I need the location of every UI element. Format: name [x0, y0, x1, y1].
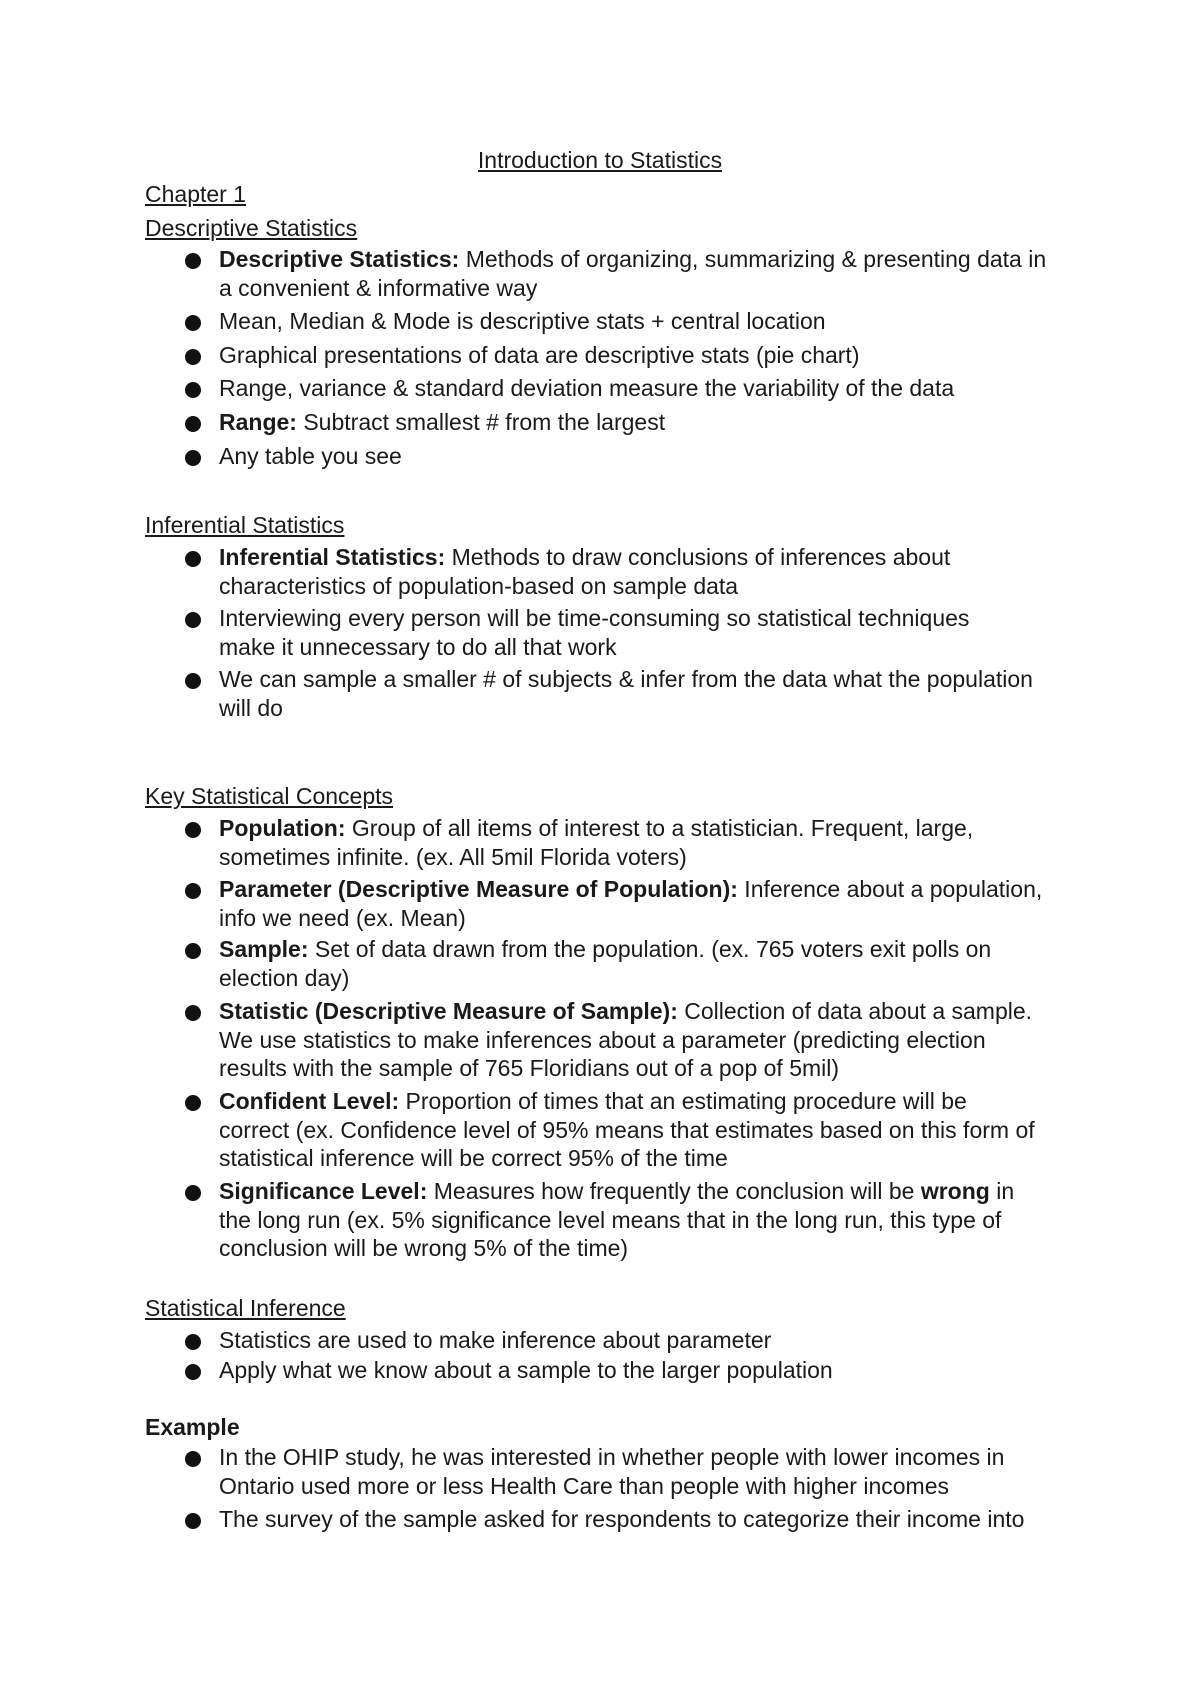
bullet-icon [185, 382, 201, 398]
bullet-icon [185, 883, 201, 899]
list-item: Confident Level: Proportion of times that an estimating procedure will be correct (ex. Confidence level of 95% means that estimates based on this form of statistical inference will be correct 95% of the time [219, 1087, 1099, 1173]
bullet-icon [185, 1095, 201, 1111]
bullet-icon [185, 253, 201, 269]
list-item: Sample: Set of data drawn from the population. (ex. 765 voters exit polls on election day) [219, 935, 1099, 992]
bullet-icon [185, 1334, 201, 1350]
list-item: Statistic (Descriptive Measure of Sample): Collection of data about a sample. We use statistics to make inferences about a parameter (predicting election results with the sample of 765 Floridians out of a pop of 5mil) [219, 997, 1099, 1083]
term: Population: [219, 815, 346, 841]
document-title: Introduction to Statistics [477, 147, 723, 173]
bullet-icon [185, 349, 201, 365]
bullet-icon [185, 416, 201, 432]
bullet-icon [185, 315, 201, 331]
section-heading-concepts: Key Statistical Concepts [145, 783, 394, 809]
list-item: Inferential Statistics: Methods to draw conclusions of inferences about characteristics of population-based on sample data [219, 543, 1099, 600]
list-item: Parameter (Descriptive Measure of Population): Inference about a population, info we need (ex. Mean) [219, 875, 1099, 932]
list-item: The survey of the sample asked for respondents to categorize their income into [219, 1505, 1099, 1534]
term: Range: [219, 409, 297, 435]
list-item: Apply what we know about a sample to the larger population [219, 1356, 1099, 1385]
list-item: Population: Group of all items of interest to a statistician. Frequent, large, sometimes infinite. (ex. All 5mil Florida voters) [219, 814, 1099, 871]
term: Parameter (Descriptive Measure of Population): [219, 876, 738, 902]
bullet-icon [185, 612, 201, 628]
bullet-icon [185, 1185, 201, 1201]
section-heading-descriptive: Descriptive Statistics [145, 215, 358, 241]
list-item: Interviewing every person will be time-consuming so statistical techniques make it unnecessary to do all that work [219, 604, 1099, 661]
bullet-icon [185, 1513, 201, 1529]
bullet-icon [185, 673, 201, 689]
bullet-icon [185, 551, 201, 567]
term: Inferential Statistics: [219, 544, 446, 570]
list-item: Mean, Median & Mode is descriptive stats + central location [219, 307, 1099, 336]
term: Statistic (Descriptive Measure of Sample): [219, 998, 678, 1024]
list-item: Range, variance & standard deviation measure the variability of the data [219, 374, 1099, 403]
list-item: Range: Subtract smallest # from the largest [219, 408, 1099, 437]
list-item: Statistics are used to make inference about parameter [219, 1326, 1099, 1355]
list-item: Descriptive Statistics: Methods of organizing, summarizing & presenting data in a convenient & informative way [219, 245, 1099, 302]
section-heading-example: Example [145, 1414, 240, 1440]
list-item: We can sample a smaller # of subjects & infer from the data what the population will do [219, 665, 1099, 722]
list-item: Any table you see [219, 442, 1099, 471]
bullet-icon [185, 943, 201, 959]
term: Sample: [219, 936, 309, 962]
list-item: Significance Level: Measures how frequently the conclusion will be wrong in the long run (ex. 5% significance level means that in the long run, this type of conclusion will be wrong 5% of the time) [219, 1177, 1099, 1263]
term: Confident Level: [219, 1088, 400, 1114]
bullet-icon [185, 822, 201, 838]
bullet-icon [185, 450, 201, 466]
section-heading-inference: Statistical Inference [145, 1295, 346, 1321]
bullet-icon [185, 1451, 201, 1467]
term: Significance Level: [219, 1178, 428, 1204]
list-item: In the OHIP study, he was interested in whether people with lower incomes in Ontario used more or less Health Care than people with higher incomes [219, 1443, 1099, 1500]
list-item: Graphical presentations of data are descriptive stats (pie chart) [219, 341, 1099, 370]
bullet-icon [185, 1005, 201, 1021]
section-heading-inferential: Inferential Statistics [145, 512, 345, 538]
bullet-icon [185, 1364, 201, 1380]
chapter-heading: Chapter 1 [145, 181, 247, 207]
term: Descriptive Statistics: [219, 246, 460, 272]
